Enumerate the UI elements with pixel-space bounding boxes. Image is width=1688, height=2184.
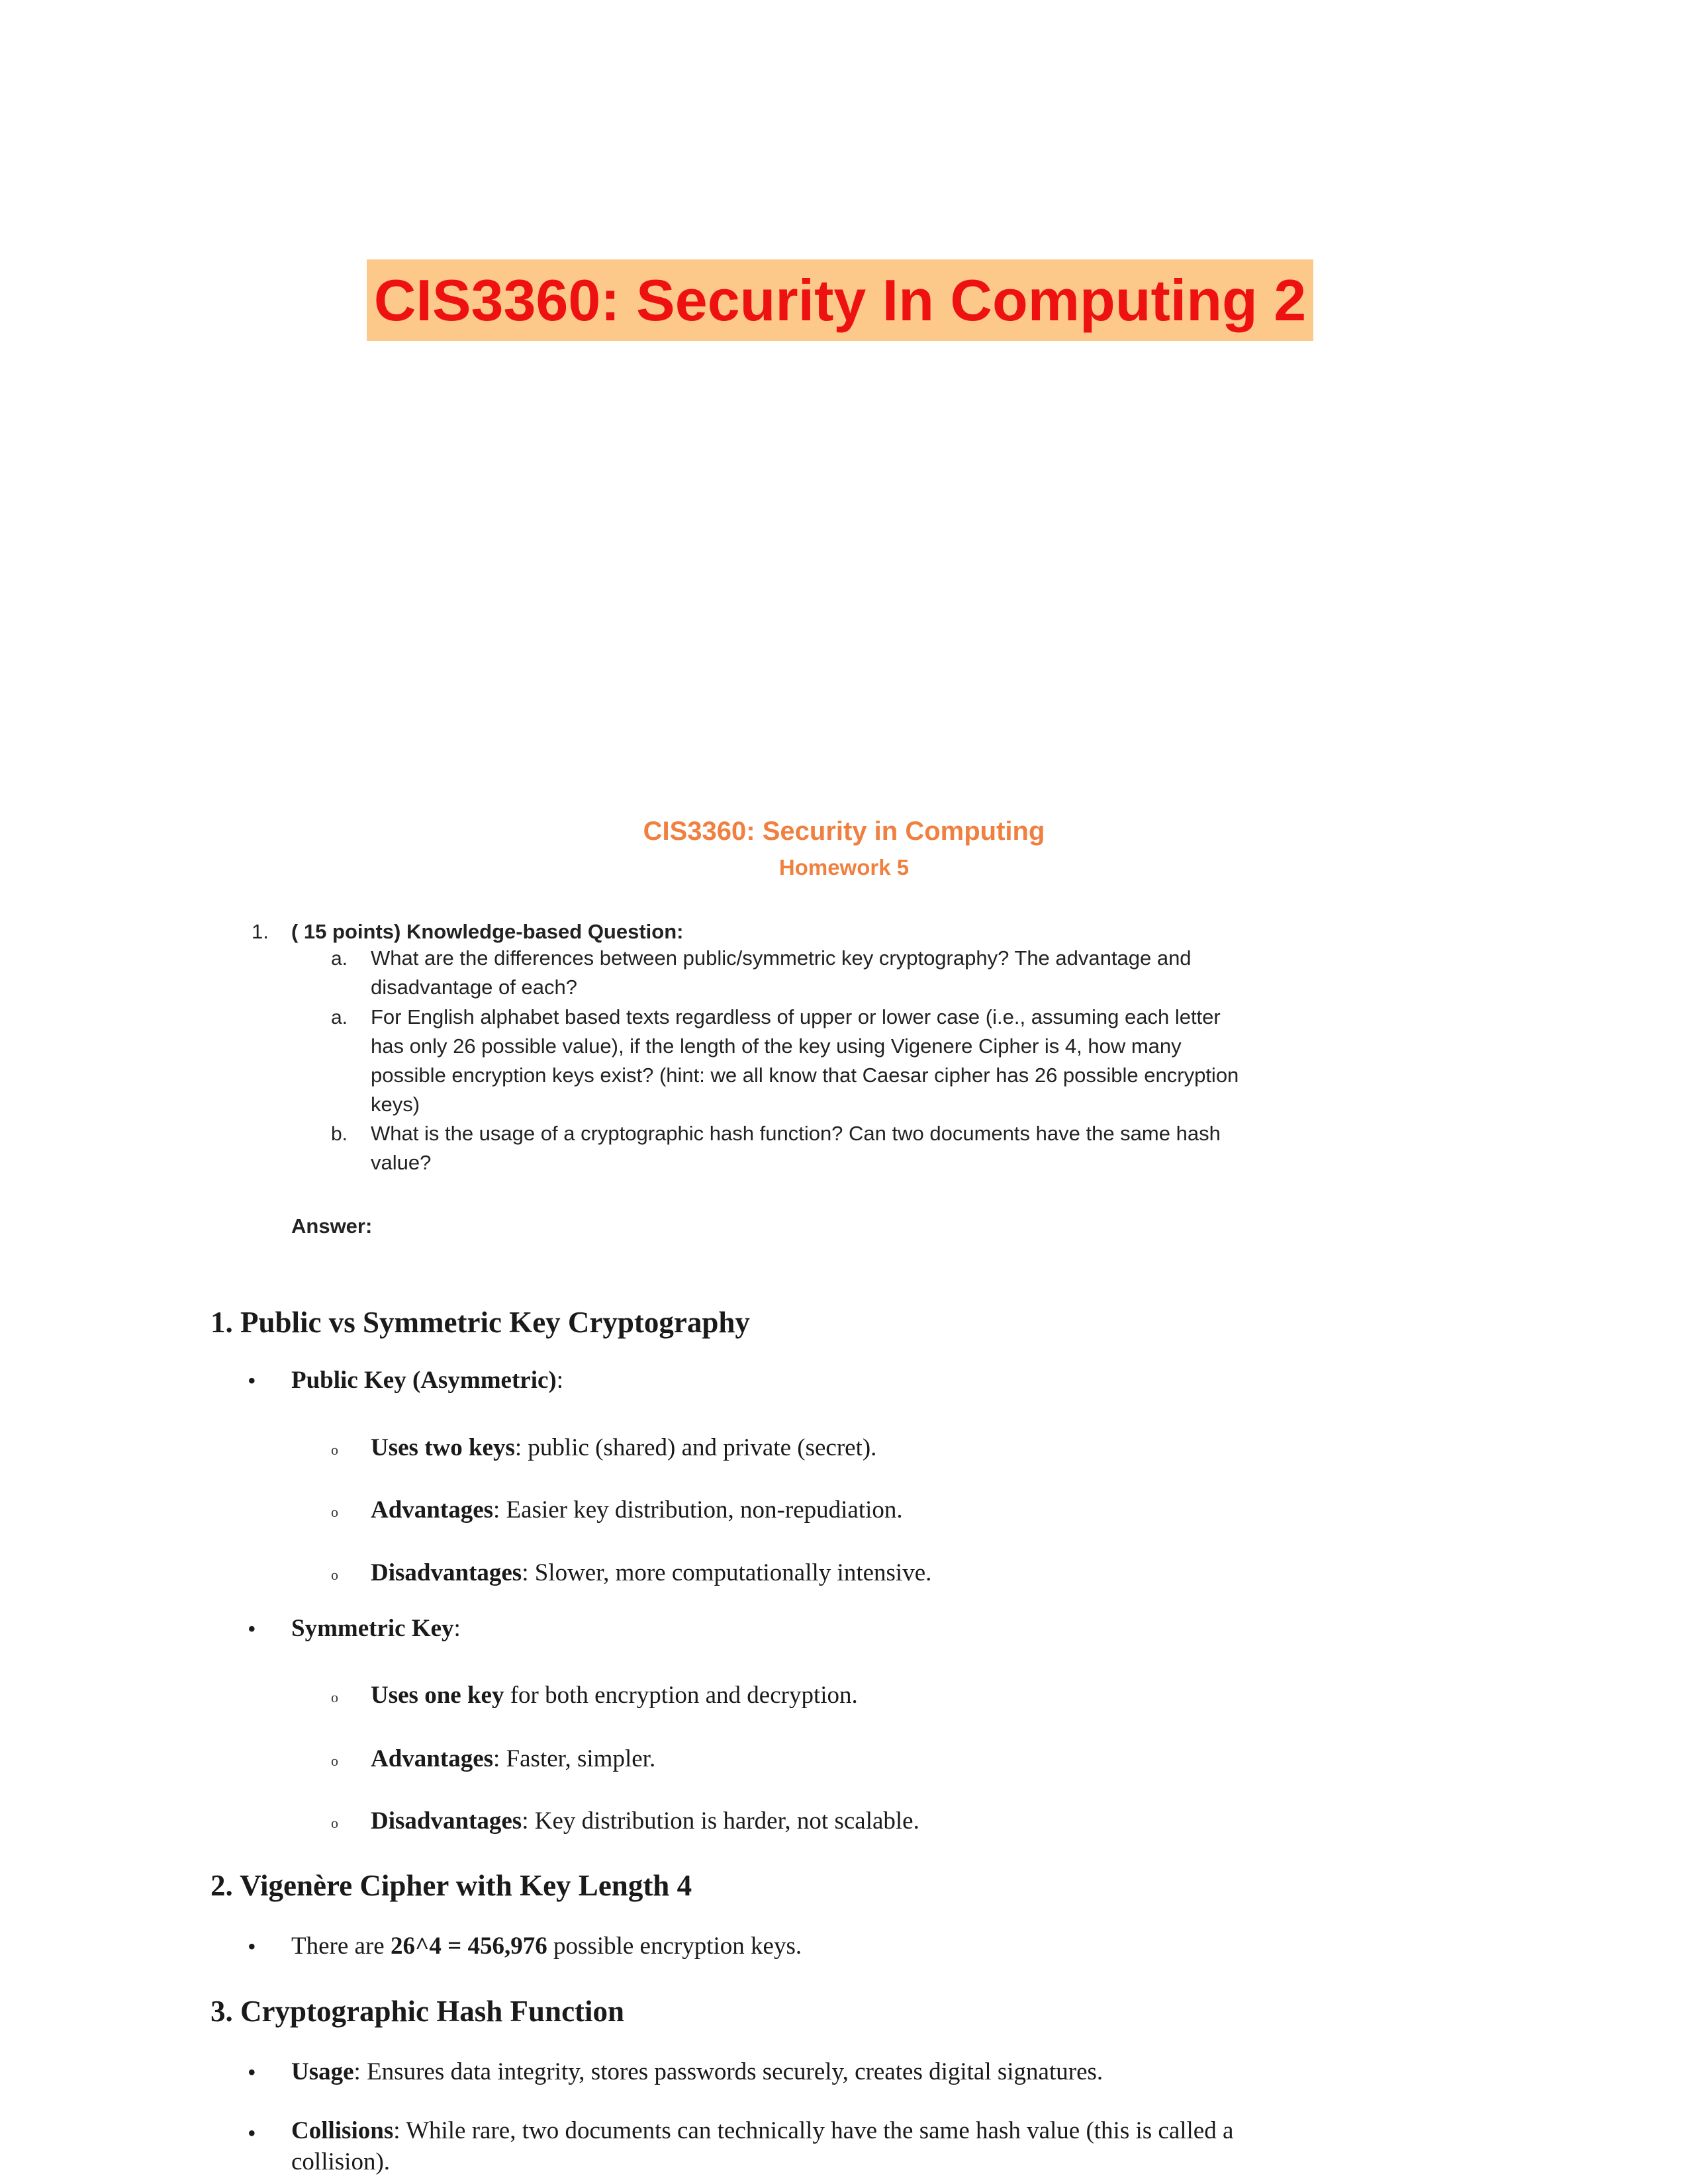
- item-text: possible encryption keys.: [547, 1933, 802, 1960]
- circle-bullet-icon: o: [331, 1689, 338, 1706]
- item-term: Advantages: [371, 1745, 494, 1772]
- item-term: Advantages: [371, 1496, 494, 1524]
- bullet-icon: •: [248, 1933, 256, 1960]
- list-item: [371, 1433, 876, 1462]
- item-term: Disadvantages: [371, 1807, 522, 1835]
- item-term: Symmetric Key: [291, 1615, 454, 1642]
- item-text: : Easier key distribution, non-repudiation.: [493, 1496, 903, 1524]
- title-banner: [367, 259, 1313, 341]
- part-marker: b.: [331, 1123, 348, 1145]
- circle-bullet-icon: o: [331, 1441, 338, 1458]
- item-text: : Ensures data integrity, stores passwords securely, creates digital signatures.: [353, 2058, 1103, 2085]
- bullet-icon: •: [248, 2059, 256, 2085]
- list-item: [371, 1496, 903, 1524]
- item-text: There are: [291, 1933, 391, 1960]
- item-text: : Slower, more computationally intensive.: [522, 1559, 932, 1586]
- banner-title: CIS3360: Security In Computing 2: [373, 267, 1307, 333]
- item-text: : Faster, simpler.: [493, 1745, 656, 1772]
- item-term: Disadvantages: [371, 1559, 522, 1586]
- question-number: 1.: [252, 920, 269, 943]
- item-text: :: [556, 1367, 563, 1394]
- bullet-icon: •: [248, 1615, 256, 1642]
- circle-bullet-icon: o: [331, 1567, 338, 1583]
- answer-label: Answer:: [291, 1214, 373, 1238]
- item-term: Usage: [291, 2058, 354, 2085]
- list-item: [291, 2115, 1264, 2177]
- item-term: Uses two keys: [371, 1434, 515, 1461]
- item-text: for both encryption and decryption.: [504, 1682, 858, 1709]
- part-marker: a.: [331, 1007, 348, 1028]
- list-item: [371, 1681, 858, 1709]
- part-text: What are the differences between public/symmetric key cryptography? The advantage and disadvantage of each?: [371, 946, 1192, 999]
- section-heading: 3. Cryptographic Hash Function: [211, 1995, 625, 2028]
- part-text: What is the usage of a cryptographic hash function? Can two documents have the same hash value?: [371, 1122, 1221, 1174]
- homework-subtitle: Homework 5: [778, 855, 910, 880]
- circle-bullet-icon: o: [331, 1752, 338, 1769]
- course-title: CIS3360: Security in Computing: [643, 817, 1045, 846]
- item-term: Public Key (Asymmetric): [291, 1367, 557, 1394]
- item-term: Collisions: [291, 2117, 394, 2144]
- circle-bullet-icon: o: [331, 1504, 338, 1520]
- item-term: 26^4 = 456,976: [390, 1933, 547, 1960]
- section-heading: 1. Public vs Symmetric Key Cryptography: [211, 1306, 750, 1339]
- list-item: [371, 1559, 931, 1587]
- list-item: [291, 1614, 461, 1643]
- item-text: : While rare, two documents can technically have the same hash value (this is called a collision).: [291, 2117, 1234, 2175]
- part-text: For English alphabet based texts regardless of upper or lower case (i.e., assuming each letter has only 26 possible value), if the length of the key using Vigenere Cipher is 4, how many possible encryption keys exist? (hint: we all know that Caesar cipher has 26 possible encryption keys): [371, 1005, 1239, 1116]
- list-item: [371, 1745, 655, 1773]
- section-heading: 2. Vigenère Cipher with Key Length 4: [211, 1869, 692, 1902]
- list-item: [371, 1807, 919, 1835]
- item-text: : Key distribution is harder, not scalable.: [522, 1807, 919, 1835]
- circle-bullet-icon: o: [331, 1815, 338, 1831]
- list-item: [291, 1366, 563, 1394]
- list-item: [291, 2058, 1103, 2086]
- bullet-icon: •: [248, 1367, 256, 1394]
- part-marker: a.: [331, 948, 348, 970]
- bullet-icon: •: [248, 2120, 256, 2146]
- item-text: : public (shared) and private (secret).: [514, 1434, 877, 1461]
- list-item: [291, 1932, 802, 1960]
- question-heading: ( 15 points) Knowledge-based Question:: [291, 920, 684, 943]
- item-term: Uses one key: [371, 1682, 504, 1709]
- item-text: :: [453, 1615, 461, 1642]
